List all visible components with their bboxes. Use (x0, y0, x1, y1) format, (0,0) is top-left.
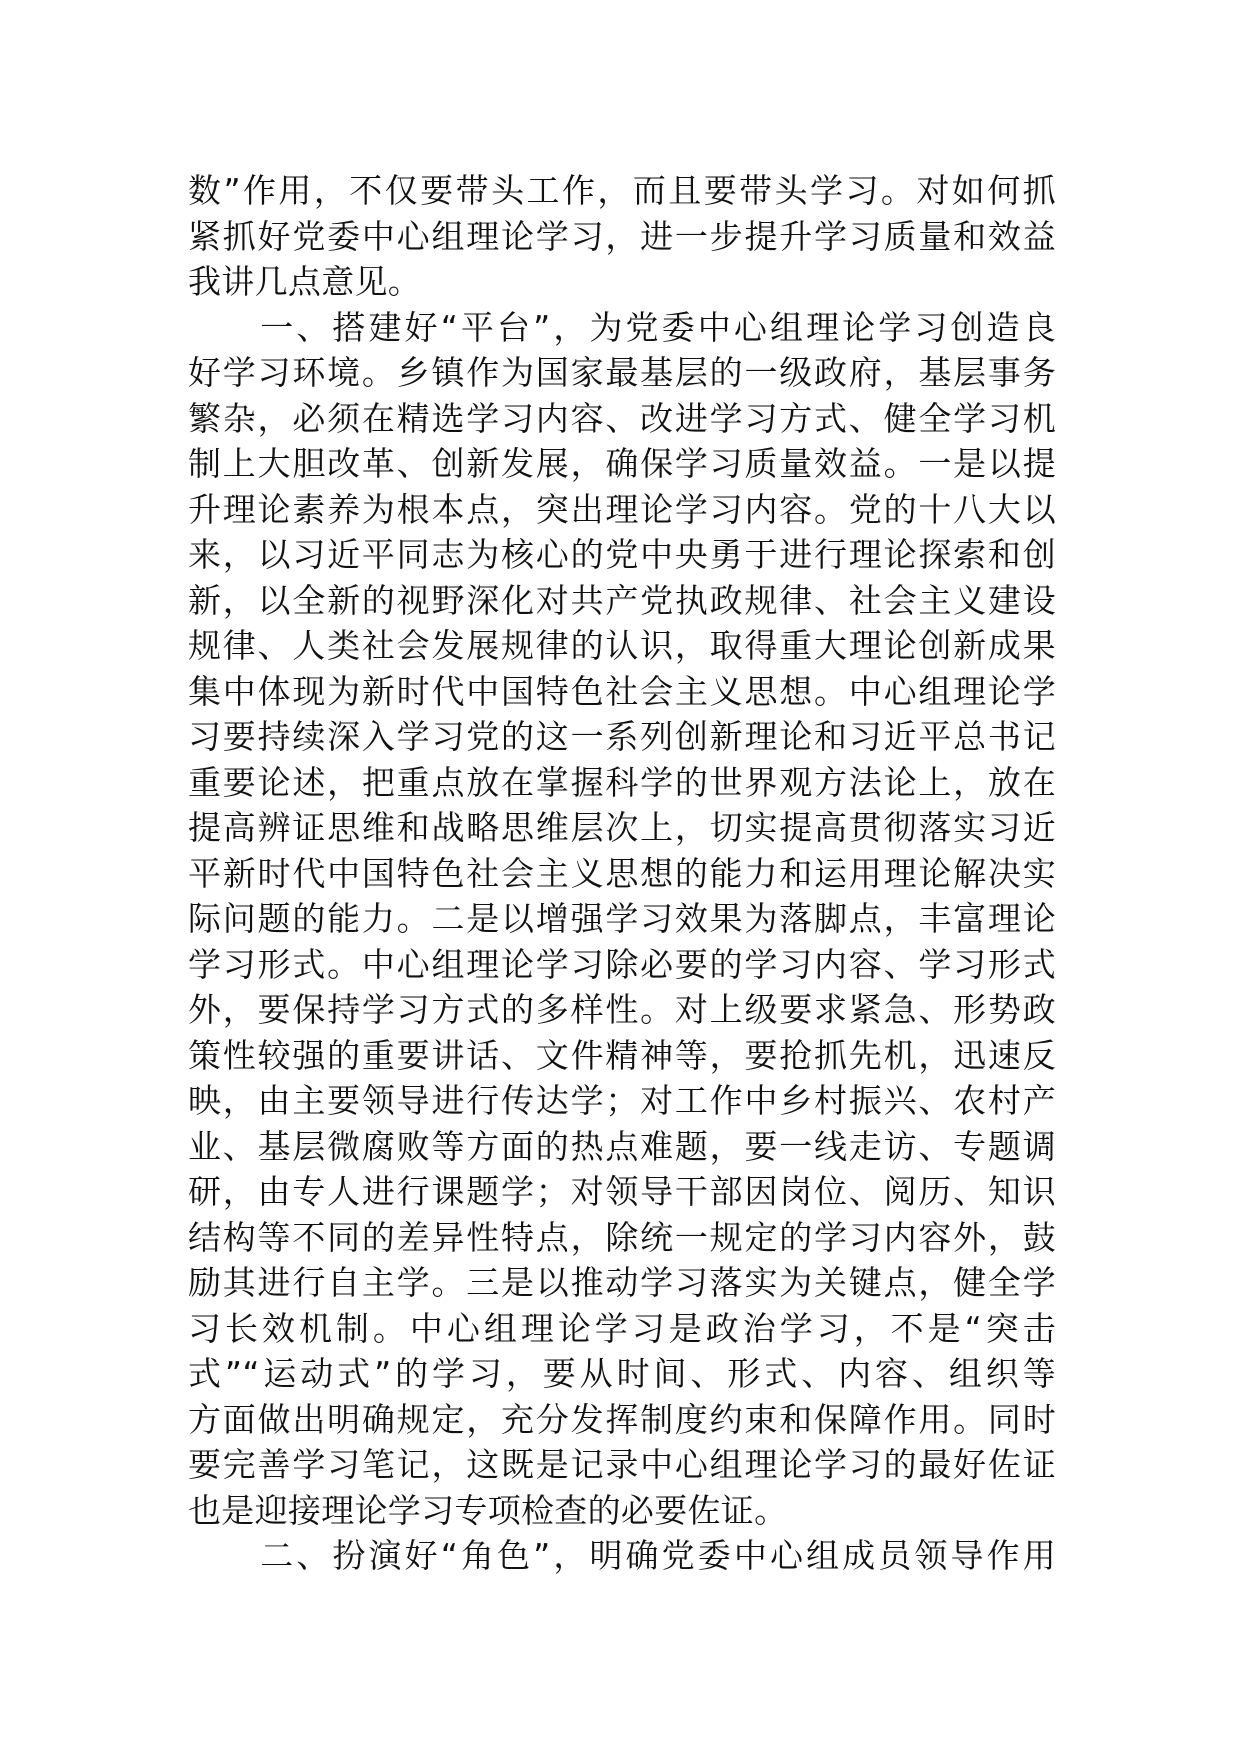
text-line: 要完善学习笔记，这既是记录中心组理论学习的最好佐证 (188, 1445, 1056, 1484)
text-line: 提高辨证思维和战略思维层次上，切实提高贯彻落实习近 (188, 808, 1056, 847)
text-line: 式”“运动式”的学习，要从时间、形式、内容、组织等 (188, 1354, 1056, 1393)
text-line: 学习形式。中心组理论学习除必要的学习内容、学习形式 (188, 944, 1056, 984)
text-line: 映，由主要领导进行传达学；对工作中乡村振兴、农村产 (188, 1081, 1056, 1120)
text-line: 外，要保持学习方式的多样性。对上级要求紧急、形势政 (188, 990, 1056, 1029)
text-line: 二、扮演好“角色”，明确党委中心组成员领导作用 (188, 1536, 1056, 1575)
text-line: 平新时代中国特色社会主义思想的能力和运用理论解决实 (188, 853, 1056, 893)
text-line: 励其进行自主学。三是以推动学习落实为关键点，健全学 (188, 1263, 1056, 1302)
text-line: 际问题的能力。二是以增强学习效果为落脚点，丰富理论 (188, 899, 1056, 938)
text-line: 习长效机制。中心组理论学习是政治学习，不是“突击 (188, 1308, 1056, 1348)
text-line: 集中体现为新时代中国特色社会主义思想。中心组理论学 (188, 671, 1056, 711)
text-line: 规律、人类社会发展规律的认识，取得重大理论创新成果 (188, 626, 1056, 665)
text-line: 方面做出明确规定，充分发挥制度约束和保障作用。同时 (188, 1399, 1056, 1439)
text-line: 繁杂，必须在精选学习内容、改进学习方式、健全学习机 (188, 398, 1056, 438)
text-line: 好学习环境。乡镇作为国家最基层的一级政府，基层事务 (188, 353, 1056, 392)
text-line: 紧抓好党委中心组理论学习，进一步提升学习质量和效益 (188, 216, 1056, 256)
text-line: 也是迎接理论学习专项检查的必要佐证。 (188, 1490, 788, 1530)
body-text (188, 168, 1056, 1579)
text-line: 新，以全新的视野深化对共产党执政规律、社会主义建设 (188, 580, 1056, 620)
text-line: 我讲几点意见。 (188, 262, 422, 301)
text-line: 一、搭建好“平台”，为党委中心组理论学习创造良 (188, 307, 1056, 347)
text-line: 结构等不同的差异性特点，除统一规定的学习内容外，鼓 (188, 1217, 1056, 1257)
text-line: 来，以习近平同志为核心的党中央勇于进行理论探索和创 (188, 535, 1056, 574)
text-line: 制上大胆改革、创新发展，确保学习质量效益。一是以提 (188, 444, 1056, 483)
text-line: 研，由专人进行课题学；对领导干部因岗位、阅历、知识 (188, 1172, 1056, 1211)
text-line: 数”作用，不仅要带头工作，而且要带头学习。对如何抓 (188, 171, 1056, 210)
text-line: 重要论述，把重点放在掌握科学的世界观方法论上，放在 (188, 762, 1056, 802)
text-line: 升理论素养为根本点，突出理论学习内容。党的十八大以 (188, 489, 1056, 529)
text-line: 业、基层微腐败等方面的热点难题，要一线走访、专题调 (188, 1126, 1056, 1166)
text-line: 策性较强的重要讲话、文件精神等，要抢抓先机，迅速反 (188, 1035, 1056, 1075)
text-line: 习要持续深入学习党的这一系列创新理论和习近平总书记 (188, 717, 1056, 756)
